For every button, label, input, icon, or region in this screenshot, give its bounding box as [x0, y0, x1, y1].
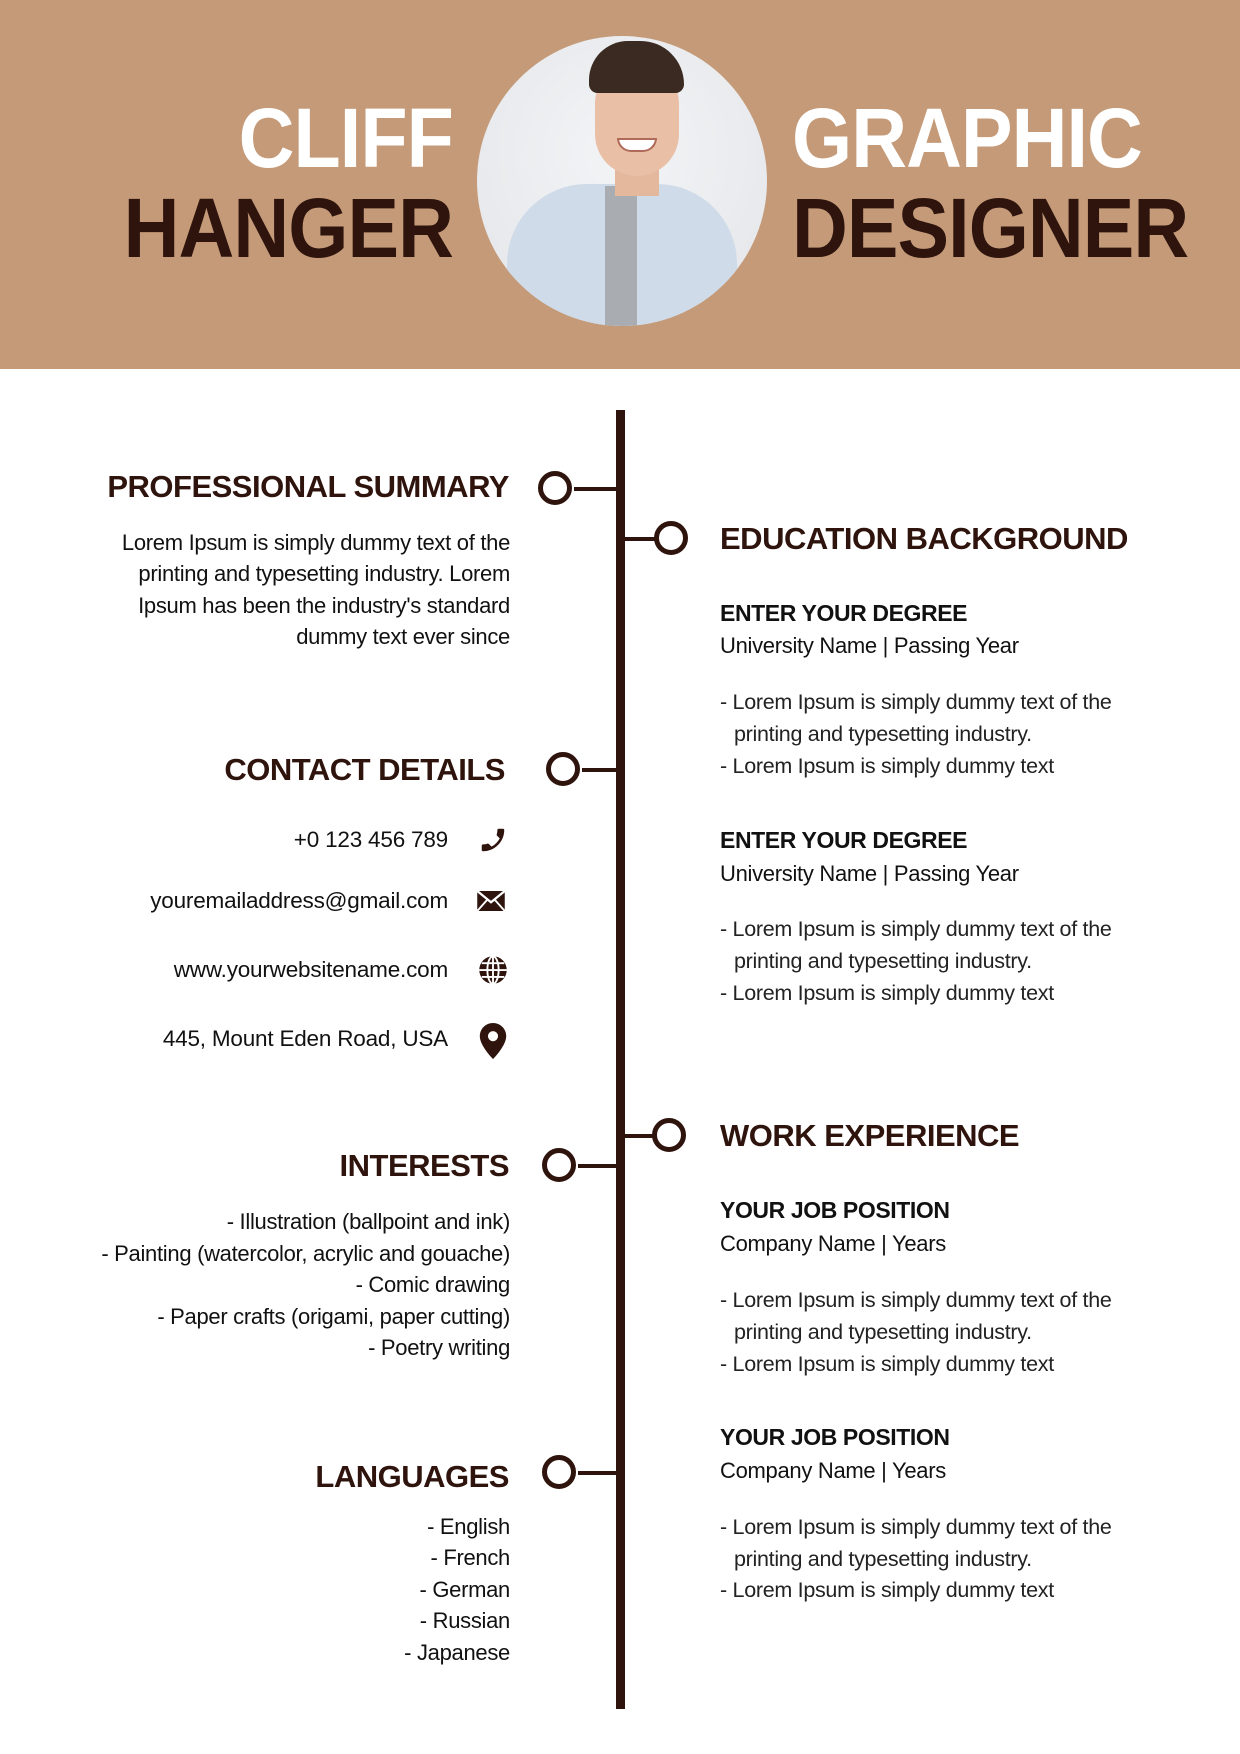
last-name: HANGER	[123, 181, 453, 275]
timeline-connector	[622, 1134, 656, 1138]
degree-bullet: printing and typesetting industry.	[734, 949, 1032, 973]
degree-bullet: - Lorem Ipsum is simply dummy text	[720, 754, 1054, 778]
degree-title: ENTER YOUR DEGREE	[720, 600, 968, 626]
job-title: YOUR JOB POSITION	[720, 1197, 950, 1223]
degree-title: ENTER YOUR DEGREE	[720, 827, 968, 853]
summary-line: printing and typesetting industry. Lorem	[138, 561, 510, 586]
languages-heading: LANGUAGES	[315, 1459, 509, 1494]
photo-hair	[589, 41, 684, 93]
profile-photo	[477, 36, 767, 326]
summary-line: Ipsum has been the industry's standard	[138, 593, 510, 618]
job-bullet: printing and typesetting industry.	[734, 1320, 1032, 1344]
interest-item: - Illustration (ballpoint and ink)	[226, 1209, 510, 1234]
interest-item: - Comic drawing	[355, 1272, 510, 1297]
photo-tshirt	[605, 186, 637, 326]
contact-website[interactable]: www.yourwebsitename.com	[173, 957, 448, 982]
timeline-node-languages	[542, 1455, 576, 1489]
timeline-connector	[578, 1164, 620, 1168]
job-bullet: printing and typesetting industry.	[734, 1547, 1032, 1571]
globe-icon	[477, 954, 509, 986]
language-item: - Japanese	[404, 1640, 510, 1665]
timeline-connector	[582, 768, 620, 772]
job-bullet: - Lorem Ipsum is simply dummy text	[720, 1578, 1054, 1602]
timeline-node-education	[654, 521, 688, 555]
timeline-node-interests	[542, 1148, 576, 1182]
job-bullet: - Lorem Ipsum is simply dummy text of the	[720, 1515, 1112, 1539]
timeline-line	[616, 410, 625, 1709]
language-item: - French	[430, 1545, 510, 1570]
interest-item: - Poetry writing	[368, 1335, 510, 1360]
timeline-node-summary	[538, 471, 572, 505]
degree-subtitle: University Name | Passing Year	[720, 861, 1019, 886]
timeline-connector	[622, 537, 658, 541]
language-item: - German	[419, 1577, 510, 1602]
timeline-node-work	[652, 1118, 686, 1152]
contact-heading: CONTACT DETAILS	[224, 752, 505, 787]
job-subtitle: Company Name | Years	[720, 1458, 946, 1483]
language-item: - Russian	[419, 1608, 510, 1633]
summary-line: Lorem Ipsum is simply dummy text of the	[121, 530, 510, 555]
timeline-connector	[574, 487, 620, 491]
contact-email[interactable]: youremailaddress@gmail.com	[150, 888, 448, 913]
degree-bullet: - Lorem Ipsum is simply dummy text	[720, 981, 1054, 1005]
language-item: - English	[427, 1514, 510, 1539]
job-bullet: - Lorem Ipsum is simply dummy text	[720, 1352, 1054, 1376]
interest-item: - Painting (watercolor, acrylic and gouache)	[101, 1241, 510, 1266]
timeline-connector	[578, 1471, 620, 1475]
work-heading: WORK EXPERIENCE	[720, 1118, 1020, 1153]
degree-bullet: printing and typesetting industry.	[734, 722, 1032, 746]
timeline-node-contact	[546, 752, 580, 786]
degree-bullet: - Lorem Ipsum is simply dummy text of the	[720, 917, 1112, 941]
job-title-line1: GRAPHIC	[792, 91, 1142, 185]
job-subtitle: Company Name | Years	[720, 1231, 946, 1256]
degree-bullet: - Lorem Ipsum is simply dummy text of the	[720, 690, 1112, 714]
map-pin-icon	[477, 1022, 509, 1060]
education-heading: EDUCATION BACKGROUND	[720, 521, 1128, 556]
contact-phone[interactable]: +0 123 456 789	[293, 827, 448, 852]
job-title: YOUR JOB POSITION	[720, 1424, 950, 1450]
job-bullet: - Lorem Ipsum is simply dummy text of the	[720, 1288, 1112, 1312]
degree-subtitle: University Name | Passing Year	[720, 633, 1019, 658]
summary-line: dummy text ever since	[296, 624, 510, 649]
summary-heading: PROFESSIONAL SUMMARY	[107, 469, 509, 504]
first-name: CLIFF	[238, 91, 453, 185]
envelope-icon	[475, 885, 507, 917]
contact-address: 445, Mount Eden Road, USA	[162, 1026, 448, 1051]
job-title-line2: DESIGNER	[792, 181, 1189, 275]
phone-icon	[477, 824, 509, 856]
interests-heading: INTERESTS	[339, 1148, 509, 1183]
interest-item: - Paper crafts (origami, paper cutting)	[157, 1304, 510, 1329]
